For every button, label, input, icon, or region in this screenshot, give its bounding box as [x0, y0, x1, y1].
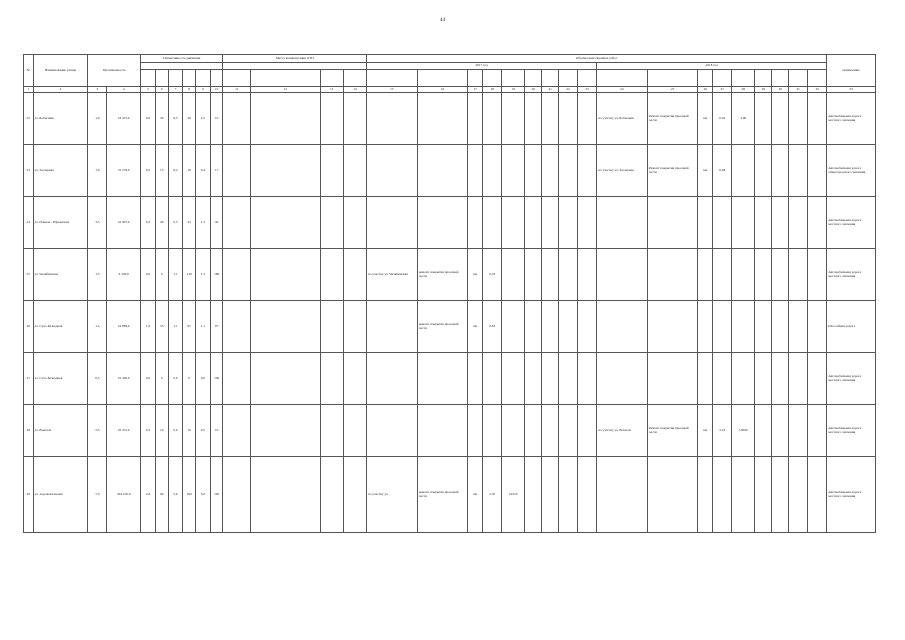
cell-c2: 19 [155, 405, 168, 457]
cell-u18: км [698, 145, 713, 197]
cell-empty [542, 353, 559, 405]
cell-c3: 1,1 [168, 249, 183, 301]
cell-place17: по участку ул. Челябинская [367, 249, 418, 301]
cell-c2: 15 [155, 145, 168, 197]
cell-empty [343, 405, 366, 457]
cell-a17 [502, 197, 525, 249]
cell-c6: 100 [210, 353, 223, 405]
cell-empty [223, 301, 250, 353]
cell-empty [250, 197, 320, 249]
cell-q18: 0,02 [713, 93, 732, 145]
cell-place18: по участку ул. Вокзала [597, 405, 648, 457]
cell-note: Автомобильная дорога местного значения [827, 249, 876, 301]
cell-place18 [597, 197, 648, 249]
cell-c2: 94 [155, 457, 168, 533]
cell-street: ул. Сухо-Безводная [33, 353, 88, 405]
cell-empty [343, 145, 366, 197]
cell-empty [808, 457, 827, 533]
cell-empty [808, 93, 827, 145]
cell-a18 [732, 145, 755, 197]
cell-c5: 0,5 [196, 405, 211, 457]
table-row [24, 93, 876, 145]
cell-n: 23 [24, 145, 34, 197]
cell-empty [525, 405, 542, 457]
cell-empty [525, 457, 542, 533]
cell-c4: 10 [183, 405, 196, 457]
cell-empty [250, 301, 320, 353]
cell-work18 [647, 301, 698, 353]
cell-c3: 6,5 [168, 93, 183, 145]
cell-place17 [367, 145, 418, 197]
cell-empty [578, 353, 597, 405]
cell-n: 28 [24, 405, 34, 457]
cell-work18: Ремонт покрытия проезжей части [647, 405, 698, 457]
works-table [23, 54, 876, 533]
cell-empty [250, 457, 320, 533]
cell-empty [223, 405, 250, 457]
cell-c5: 0,4 [196, 145, 211, 197]
cell-empty [755, 93, 772, 145]
cell-work17: ремонт покрытия проезжей части [417, 301, 468, 353]
cell-street: ул. Заозерная [33, 145, 88, 197]
cell-q17: 0,63 [483, 301, 502, 353]
cell-empty [755, 197, 772, 249]
cell-empty [223, 457, 250, 533]
cell-n: 29 [24, 457, 34, 533]
table-row [24, 405, 876, 457]
cell-work17 [417, 353, 468, 405]
cell-empty [789, 353, 808, 405]
cell-empty [772, 249, 789, 301]
cell-empty [559, 405, 578, 457]
cell-empty [559, 457, 578, 533]
cell-empty [559, 249, 578, 301]
cell-a17 [502, 405, 525, 457]
cell-n: 24 [24, 197, 34, 249]
cell-c4: 130 [183, 249, 196, 301]
cell-empty [808, 405, 827, 457]
cell-area: 22 997,0 [107, 197, 141, 249]
cell-u17 [468, 197, 483, 249]
cell-empty [343, 197, 366, 249]
cell-u18: км [698, 405, 713, 457]
cell-empty [223, 93, 250, 145]
header-note: примечание [827, 55, 876, 87]
cell-empty [808, 301, 827, 353]
cell-q17: 2,70 [483, 457, 502, 533]
cell-empty [343, 457, 366, 533]
cell-empty [343, 353, 366, 405]
cell-empty [772, 301, 789, 353]
cell-c3: 0,0 [168, 405, 183, 457]
cell-a18 [732, 457, 755, 533]
cell-c1: 6,3 [141, 197, 156, 249]
cell-u17 [468, 405, 483, 457]
cell-q18 [713, 353, 732, 405]
cell-c2: 0 [155, 249, 168, 301]
cell-empty [808, 249, 827, 301]
cell-u17: км [468, 301, 483, 353]
cell-empty [755, 145, 772, 197]
cell-work17 [417, 405, 468, 457]
cell-c4: 36 [183, 93, 196, 145]
cell-q17 [483, 353, 502, 405]
cell-u18 [698, 353, 713, 405]
cell-empty [789, 145, 808, 197]
cell-c2: 26 [155, 197, 168, 249]
cell-c6: 19 [210, 405, 223, 457]
cell-c1: 0,3 [141, 405, 156, 457]
cell-q18 [713, 301, 732, 353]
cell-c1: 1,9 [141, 301, 156, 353]
cell-work18 [647, 457, 698, 533]
cell-empty [343, 93, 366, 145]
cell-note: Автомобильная дорога местного значения [827, 197, 876, 249]
cell-place17 [367, 405, 418, 457]
cell-empty [320, 457, 343, 533]
cell-a18: 3,00 [732, 93, 755, 145]
cell-empty [525, 249, 542, 301]
cell-empty [320, 197, 343, 249]
cell-c4: 100 [183, 457, 196, 533]
cell-empty [223, 197, 250, 249]
cell-empty [755, 405, 772, 457]
cell-empty [250, 93, 320, 145]
cell-empty [343, 249, 366, 301]
table-row [24, 249, 876, 301]
cell-empty [772, 457, 789, 533]
cell-len: 0,5 [88, 353, 107, 405]
cell-work18 [647, 249, 698, 301]
cell-empty [320, 145, 343, 197]
cell-empty [578, 93, 597, 145]
cell-c5: 2,5 [196, 93, 211, 145]
cell-q17 [483, 197, 502, 249]
cell-place18: по участку ул. Заозерная [597, 145, 648, 197]
cell-q18: 2,23 [713, 405, 732, 457]
cell-q17 [483, 93, 502, 145]
cell-work18 [647, 353, 698, 405]
cell-place17 [367, 353, 418, 405]
cell-len: 3,5 [88, 197, 107, 249]
cell-len: 2,3 [88, 405, 107, 457]
cell-q18 [713, 457, 732, 533]
cell-place17 [367, 197, 418, 249]
cell-u17 [468, 145, 483, 197]
header-year-2017: 2017 год [367, 63, 597, 70]
cell-c4: 0 [183, 353, 196, 405]
cell-work17 [417, 145, 468, 197]
cell-len: 1,2 [88, 301, 107, 353]
cell-c4: 25 [183, 197, 196, 249]
cell-q18 [713, 249, 732, 301]
cell-empty [525, 353, 542, 405]
cell-u18: км [698, 93, 713, 145]
cell-q18 [713, 197, 732, 249]
cell-note: Автомобильная дорога общегородского значения [827, 145, 876, 197]
cell-empty [578, 405, 597, 457]
cell-note: Шоссейная дорога [827, 301, 876, 353]
cell-empty [789, 457, 808, 533]
cell-street: ул. Ильича - Юрьевская [33, 197, 88, 249]
cell-work17: ремонт покрытия проезжей части [417, 457, 468, 533]
cell-empty [755, 353, 772, 405]
cell-place18 [597, 353, 648, 405]
cell-place17: по участку ул. [367, 457, 418, 533]
cell-work18: Ремонт покрытия проезжей части [647, 145, 698, 197]
cell-empty [559, 93, 578, 145]
cell-u17 [468, 353, 483, 405]
cell-a17 [502, 301, 525, 353]
cell-place18: по участку ул. Бобылина [597, 93, 648, 145]
cell-empty [525, 145, 542, 197]
cell-len: 1,5 [88, 249, 107, 301]
table-row [24, 353, 876, 405]
cell-c5: 0,0 [196, 353, 211, 405]
cell-work17: ремонт покрытия проезжей части [417, 249, 468, 301]
cell-a18: 13000 [732, 405, 755, 457]
cell-place17 [367, 93, 418, 145]
cell-u18 [698, 197, 713, 249]
cell-empty [559, 197, 578, 249]
cell-n: 25 [24, 249, 34, 301]
cell-empty [578, 457, 597, 533]
cell-empty [789, 93, 808, 145]
cell-empty [320, 353, 343, 405]
cell-street: ул. Челябинская [33, 249, 88, 301]
cell-note: Автомобильная дорога местного значения [827, 405, 876, 457]
cell-a17 [502, 93, 525, 145]
cell-empty [772, 197, 789, 249]
cell-a18 [732, 197, 755, 249]
cell-empty [755, 249, 772, 301]
cell-note: Автомобильная дорога местного значения [827, 353, 876, 405]
cell-c1: 8,2 [141, 145, 156, 197]
table-row [24, 457, 876, 533]
cell-area: 16 340,0 [107, 353, 141, 405]
cell-u17: км [468, 249, 483, 301]
cell-empty [542, 249, 559, 301]
cell-empty [250, 405, 320, 457]
cell-q18: 0,48 [713, 145, 732, 197]
table-row [24, 301, 876, 353]
cell-street: ул. Сухо-Безводная [33, 301, 88, 353]
cell-q17: 0,33 [483, 249, 502, 301]
header-works: Объемы выполненных работ [367, 55, 827, 63]
cell-empty [578, 301, 597, 353]
cell-empty [755, 457, 772, 533]
cell-empty [808, 353, 827, 405]
cell-c5: 1,3 [196, 249, 211, 301]
cell-place18 [597, 301, 648, 353]
cell-len: 1,9 [88, 93, 107, 145]
cell-empty [808, 145, 827, 197]
header-length: Протяженность [88, 55, 141, 87]
cell-empty [578, 249, 597, 301]
cell-area: 25 231,0 [107, 405, 141, 457]
cell-area: 4 330,0 [107, 249, 141, 301]
table-body [24, 93, 876, 533]
cell-a18 [732, 301, 755, 353]
cell-c1: 0,0 [141, 249, 156, 301]
header-traffic: Интенсивность движения [141, 55, 223, 63]
cell-c6: 97 [210, 301, 223, 353]
cell-c6: 10 [210, 93, 223, 145]
cell-empty [525, 301, 542, 353]
cell-work17 [417, 93, 468, 145]
cell-u17: км [468, 457, 483, 533]
cell-c4: 16 [183, 145, 196, 197]
header-street: Наименование улицы [33, 55, 88, 87]
cell-a17: 19310 [502, 457, 525, 533]
cell-empty [223, 145, 250, 197]
cell-empty [559, 301, 578, 353]
cell-c5: 1,3 [196, 197, 211, 249]
cell-area: 16 809,0 [107, 301, 141, 353]
cell-empty [525, 93, 542, 145]
cell-c5: 5,0 [196, 457, 211, 533]
column-number-row: 1 2 3 4 5 6 7 8 9 10 11 12 13 14 15 16 17 18 19 20 21 22 23 24 25 26 27 28 29 30 31 32 33 [24, 87, 876, 93]
cell-c3: 0,5 [168, 197, 183, 249]
cell-q17 [483, 145, 502, 197]
cell-c3: 0,0 [168, 353, 183, 405]
cell-c6: 17 [210, 145, 223, 197]
cell-empty [772, 405, 789, 457]
cell-empty [789, 405, 808, 457]
cell-n: 22 [24, 93, 34, 145]
cell-empty [542, 405, 559, 457]
cell-c1: 9,0 [141, 93, 156, 145]
cell-empty [559, 145, 578, 197]
cell-len: 7,0 [88, 457, 107, 533]
cell-c3: 1,1 [168, 301, 183, 353]
cell-empty [250, 353, 320, 405]
cell-street: ул. Бобылина [33, 93, 88, 145]
cell-empty [542, 457, 559, 533]
cell-c1: 2,6 [141, 457, 156, 533]
cell-u18 [698, 301, 713, 353]
cell-c3: 6,2 [168, 145, 183, 197]
table-row [24, 197, 876, 249]
cell-empty [772, 93, 789, 145]
cell-empty [578, 197, 597, 249]
cell-q17 [483, 405, 502, 457]
cell-c6: 40 [210, 197, 223, 249]
cell-work17 [417, 197, 468, 249]
header-num: № [24, 55, 34, 87]
cell-c2: 30 [155, 93, 168, 145]
cell-work18: Ремонт покрытия проезжей части [647, 93, 698, 145]
cell-empty [250, 249, 320, 301]
cell-a17 [502, 145, 525, 197]
cell-empty [250, 145, 320, 197]
cell-street: ул. Аэровокзальная [33, 457, 88, 533]
cell-empty [320, 249, 343, 301]
cell-note: Автомобильная дорога местного значения [827, 93, 876, 145]
cell-empty [808, 197, 827, 249]
cell-empty [542, 301, 559, 353]
cell-note: Автомобильная дорога местного значения [827, 457, 876, 533]
cell-a18 [732, 249, 755, 301]
cell-empty [542, 93, 559, 145]
cell-n: 26 [24, 301, 34, 353]
cell-empty [223, 353, 250, 405]
cell-c5: 1,1 [196, 301, 211, 353]
cell-empty [320, 405, 343, 457]
cell-empty [542, 145, 559, 197]
cell-c6: 190 [210, 457, 223, 533]
cell-c6: 186 [210, 249, 223, 301]
table-row [24, 145, 876, 197]
cell-empty [578, 145, 597, 197]
cell-area: 19 472,0 [107, 93, 141, 145]
page-number: 44 [440, 18, 445, 23]
cell-empty [542, 197, 559, 249]
cell-empty [789, 197, 808, 249]
cell-empty [755, 301, 772, 353]
cell-empty [320, 301, 343, 353]
cell-empty [789, 301, 808, 353]
cell-c2: 53 [155, 301, 168, 353]
cell-u18 [698, 249, 713, 301]
cell-empty [223, 249, 250, 301]
cell-a17 [502, 353, 525, 405]
cell-empty [525, 197, 542, 249]
header-year-2018: 2018 год [597, 63, 827, 70]
header-dtp-places: Места концентрации ДТП [223, 55, 367, 63]
cell-a17 [502, 249, 525, 301]
cell-area: 204 100,0 [107, 457, 141, 533]
cell-u17 [468, 93, 483, 145]
cell-place18 [597, 249, 648, 301]
cell-c3: 5,6 [168, 457, 183, 533]
cell-len: 1,9 [88, 145, 107, 197]
cell-empty [343, 301, 366, 353]
cell-c2: 0 [155, 353, 168, 405]
cell-area: 31 270,0 [107, 145, 141, 197]
cell-empty [320, 93, 343, 145]
cell-place17 [367, 301, 418, 353]
cell-n: 27 [24, 353, 34, 405]
cell-place18 [597, 457, 648, 533]
cell-a18 [732, 353, 755, 405]
cell-c4: 97 [183, 301, 196, 353]
cell-empty [772, 353, 789, 405]
cell-empty [789, 249, 808, 301]
cell-street: ул. Вокзала [33, 405, 88, 457]
cell-empty [772, 145, 789, 197]
cell-work18 [647, 197, 698, 249]
cell-u18 [698, 457, 713, 533]
cell-c1: 0,0 [141, 353, 156, 405]
cell-empty [559, 353, 578, 405]
